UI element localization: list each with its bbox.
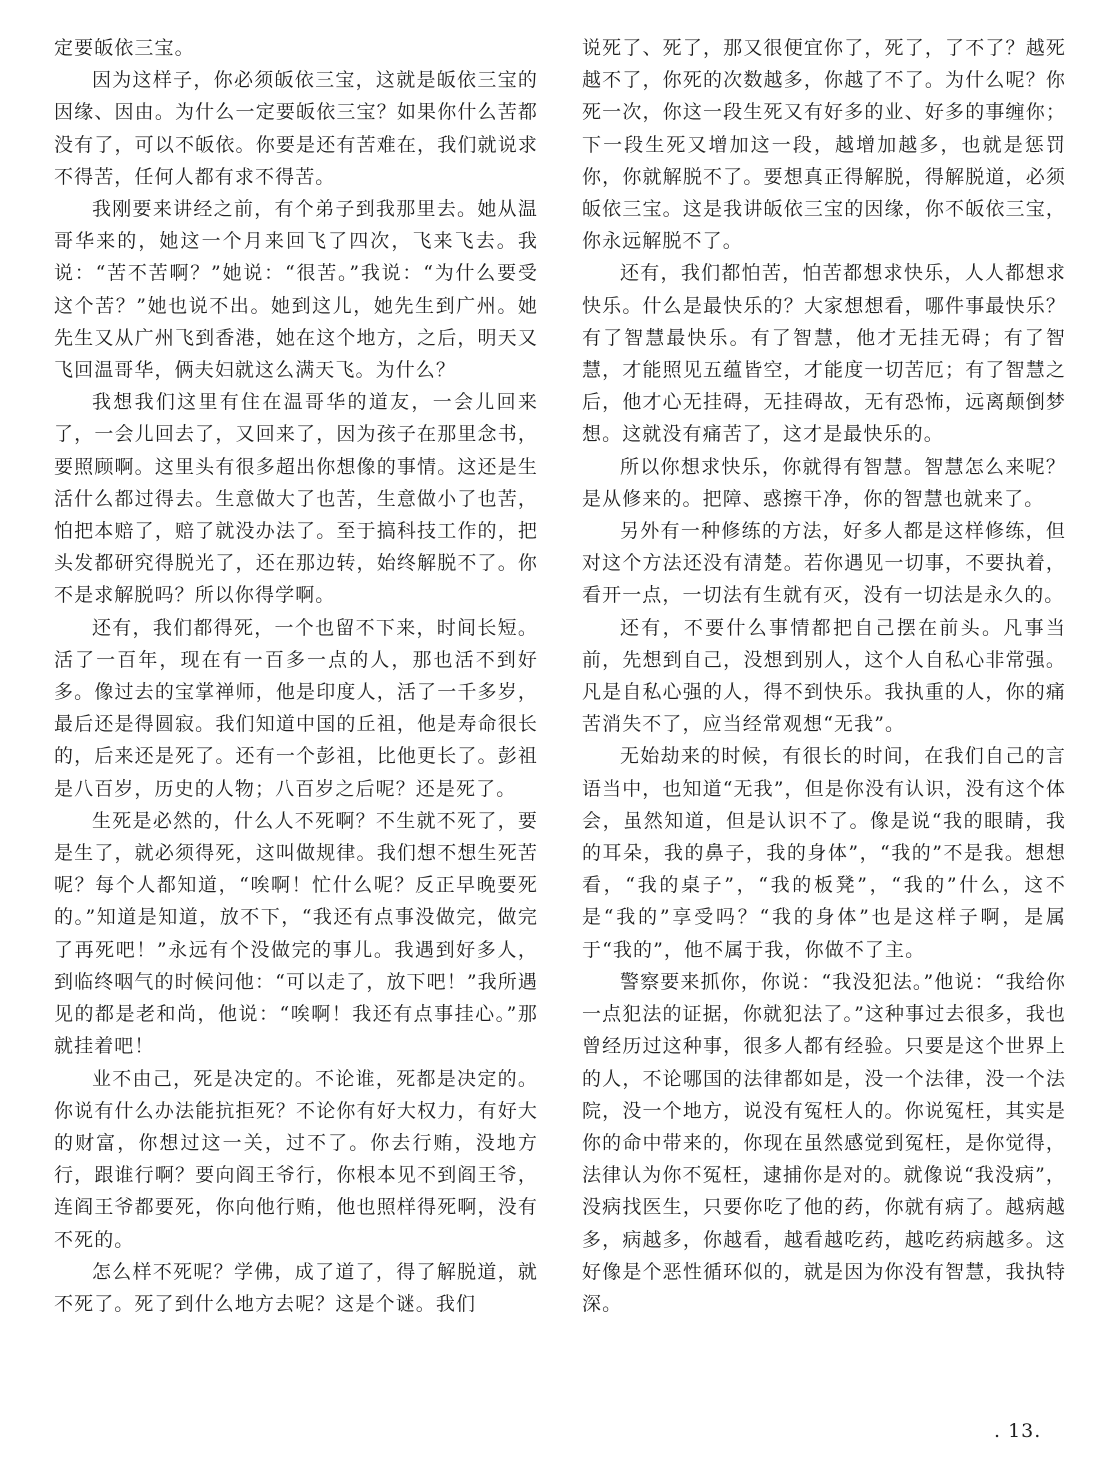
paragraph: 还有，我们都怕苦，怕苦都想求快乐，人人都想求快乐。什么是最快乐的？大家想想看，哪件事最快乐？有了智慧最快乐。有了智慧，他才无挂无碍；有了智慧，才能照见五蕴皆空，才能度一切苦厄；有了智慧之后，他才心无挂碍，无挂碍故，无有恐怖，远离颠倒梦想。这就没有痛苦了，这才是最快乐的。 [582,262,1066,446]
paragraph: 因为这样子，你必须皈依三宝，这就是皈依三宝的因缘、因由。为什么一定要皈依三宝？如果你什么苦都没有了，可以不皈依。你要是还有苦难在，我们就说求不得苦，任何人都有求不得苦。 [54,69,538,188]
left-text-column [54,32,538,1320]
paragraph: 生死是必然的，什么人不死啊？不生就不死了，要是生了，就必须得死，这叫做规律。我们想不想生死苦呢？每个人都知道，“唉啊！忙什么呢？反正早晚要死的。”知道是知道，放不下，“我还有点事没做完，做完了再死吧！”永远有个没做完的事儿。我遇到好多人，到临终咽气的时候问他：“可以走了，放下吧！”我所遇见的都是老和尚，他说：“唉啊！我还有点事挂心。”那就挂着吧！ [54,809,538,1058]
paragraph: 还有，我们都得死，一个也留不下来，时间长短。活了一百年，现在有一百多一点的人，那也活不到好多。像过去的宝掌禅师，他是印度人，活了一千多岁，最后还是得圆寂。我们知道中国的丘祖，他是寿命很长的，后来还是死了。还有一个彭祖，比他更长了。彭祖是八百岁，历史的人物；八百岁之后呢？还是死了。 [54,616,538,800]
paragraph-continuation: 定要皈依三宝。 [54,37,195,59]
paragraph: 我想我们这里有住在温哥华的道友，一会儿回来了，一会儿回去了，又回来了，因为孩子在那里念书，要照顾啊。这里头有很多超出你想像的事情。这还是生活什么都过得去。生意做大了也苦，生意做小了也苦，怕把本赔了，赔了就没办法了。至于搞科技工作的，把头发都研究得脱光了，还在那边转，始终解脱不了。你不是求解脱吗？所以你得学啊。 [54,391,538,607]
paragraph: 所以你想求快乐，你就得有智慧。智慧怎么来呢？是从修来的。把障、惑擦干净，你的智慧也就来了。 [582,455,1066,510]
paragraph: 怎么样不死呢？学佛，成了道了，得了解脱道，就不死了。死了到什么地方去呢？这是个谜。我们 [54,1260,538,1315]
page-number: . 13. [994,1420,1042,1442]
paragraph: 另外有一种修练的方法，好多人都是这样修练，但对这个方法还没有清楚。若你遇见一切事，不要执着，看开一点，一切法有生就有灭，没有一切法是永久的。 [582,520,1066,607]
paragraph: 还有，不要什么事情都把自己摆在前头。凡事当前，先想到自己，没想到别人，这个人自私心非常强。凡是自私心强的人，得不到快乐。我执重的人，你的痛苦消失不了，应当经常观想“无我”。 [582,616,1066,736]
paragraph: 业不由己，死是决定的。不论谁，死都是决定的。你说有什么办法能抗拒死？不论你有好大权力，有好大的财富，你想过这一关，过不了。你去行贿，没地方行，跟谁行啊？要向阎王爷行，你根本见不到阎王爷，连阎王爷都要死，你向他行贿，他也照样得死啊，没有不死的。 [54,1067,538,1251]
paragraph: 我刚要来讲经之前，有个弟子到我那里去。她从温哥华来的，她这一个月来回飞了四次，飞来飞去。我说：“苦不苦啊？”她说：“很苦。”我说：“为什么要受这个苦？”她也说不出。她到这儿，她先生到广州。她先生又从广州飞到香港，她在这个地方，之后，明天又飞回温哥华，俩夫妇就这么满天飞。为什么？ [54,198,538,382]
paragraph: 警察要来抓你，你说：“我没犯法。”他说：“我给你一点犯法的证据，你就犯法了。”这种事过去很多，我也曾经历过这种事，很多人都有经验。只要是这个世界上的人，不论哪国的法律都如是，没一个法律，没一个法院，没一个地方，说没有冤枉人的。你说冤枉，其实是你的命中带来的，你现在虽然感觉到冤枉，是你觉得，法律认为你不冤枉，逮捕你是对的。就像说“我没病”，没病找医生，只要你吃了他的药，你就有病了。越病越多，病越多，你越看，越看越吃药，越吃药病越多。这好像是个恶性循环似的，就是因为你没有智慧，我执特深。 [582,970,1066,1315]
paragraph: 无始劫来的时候，有很长的时间，在我们自己的言语当中，也知道“无我”，但是你没有认识，没有这个体会，虽然知道，但是认识不了。像是说“我的眼睛，我的耳朵，我的鼻子，我的身体”，“我的”不是我。想想看，“我的桌子”，“我的板凳”，“我的”什么，这不是“我的”享受吗？“我的身体”也是这样子啊，是属于“我的”，他不属于我，你做不了主。 [582,745,1066,961]
paragraph-continuation: 说死了、死了，那又很便宜你了，死了，了不了？越死越不了，你死的次数越多，你越了不了。为什么呢？你死一次，你这一段生死又有好多的业、好多的事缠你；下一段生死又增加这一段，越增加越多，也就是惩罚你，你就解脱不了。要想真正得解脱，得解脱道，必须皈依三宝。这是我讲皈依三宝的因缘，你不皈依三宝，你永远解脱不了。 [582,37,1066,253]
right-text-column [582,32,1066,1320]
